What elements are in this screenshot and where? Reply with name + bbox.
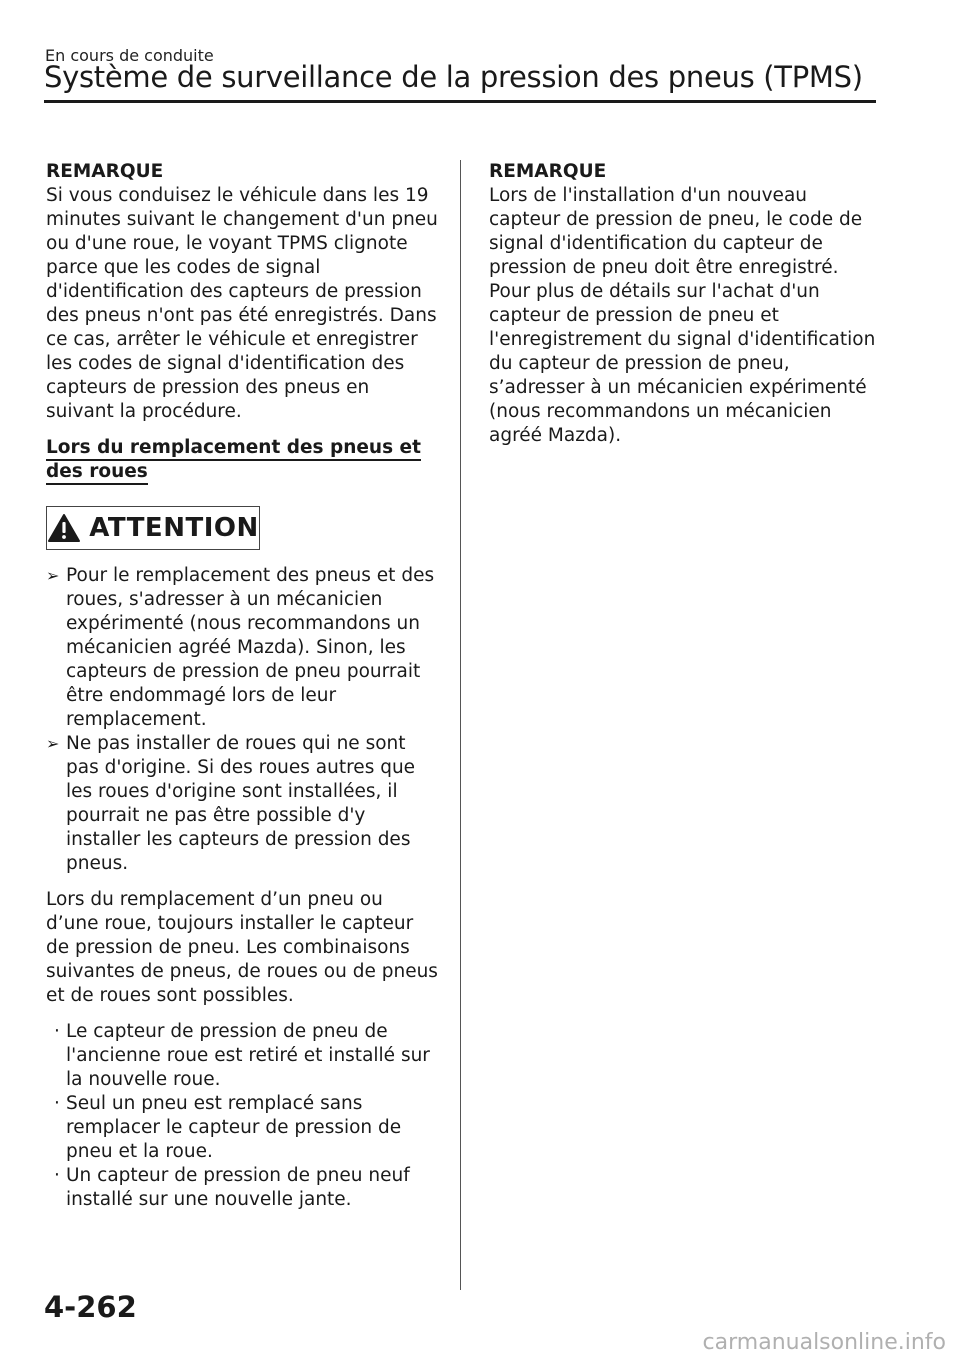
attention-list (46, 564, 441, 876)
note-text: Si vous conduisez le véhicule dans les 19 minutes suivant le changement d'un pneu ou d'une roue, le voyant TPMS clignote parce que les codes de signal d'identification des capteurs de pression des pneus n'ont pas été enregistrés. Dans ce cas, arrêter le véhicule et enregistrer les codes de signal d'identification des capteurs de pression des pneus en suivant la procédure. (46, 185, 438, 422)
arrow-bullet-icon: ➢ (46, 734, 60, 753)
list-item (46, 732, 441, 876)
dot-bullet-icon: · (54, 1165, 60, 1186)
list-item (46, 1020, 441, 1092)
list-item-text: Seul un pneu est remplacé sans remplacer le capteur de pression de pneu et la roue. (66, 1093, 402, 1162)
note-title: REMARQUE (489, 161, 607, 182)
dot-bullet-icon: · (54, 1093, 60, 1114)
list-item-text: Un capteur de pression de pneu neuf installé sur une nouvelle jante. (66, 1165, 410, 1210)
subheading: Lors du remplacement des pneus et des roues (46, 437, 421, 485)
page-title: Système de surveillance de la pression des pneus (TPMS) (44, 60, 863, 94)
arrow-bullet-icon: ➢ (46, 566, 60, 585)
page-number: 4-262 (44, 1290, 137, 1324)
warning-triangle-icon (47, 513, 81, 543)
list-item-text: Le capteur de pression de pneu de l'ancienne roue est retiré et installé sur la nouvelle roue. (66, 1021, 430, 1090)
body-paragraph: Lors du remplacement d’un pneu ou d’une roue, toujours installer le capteur de pression de pneu. Les combinaisons suivantes de pneus, de roues ou de pneus et de roues sont possibles. (46, 889, 438, 1006)
list-item (46, 1164, 441, 1212)
dot-bullet-icon: · (54, 1021, 60, 1042)
list-item-text: Pour le remplacement des pneus et des roues, s'adresser à un mécanicien expérimenté (nous recommandons un mécanicien agréé Mazda). Sinon, les capteurs de pression de pneu pourrait être endommagé lors de leur remplacement. (66, 565, 435, 730)
attention-box (46, 506, 260, 550)
note-block-left (46, 160, 441, 424)
options-list (46, 1020, 441, 1212)
section-label: En cours de conduite (45, 46, 214, 65)
left-column (46, 160, 441, 1212)
title-rule (44, 100, 876, 103)
note-block-right (489, 160, 884, 448)
subheading-block (46, 436, 441, 484)
note-text: Lors de l'installation d'un nouveau capteur de pression de pneu, le code de signal d'identification du capteur de pression de pneu doit être enregistré. Pour plus de détails sur l'achat d'un capteur de pression de pneu et l'enregistrement du signal d'identification du capteur de pression de pneu, s’adresser à un mécanicien expérimenté (nous recommandons un mécanicien agréé Mazda). (489, 185, 876, 446)
attention-label: ATTENTION (89, 513, 259, 543)
right-column (489, 160, 884, 460)
note-title: REMARQUE (46, 161, 164, 182)
list-item (46, 1092, 441, 1164)
watermark: carmanualsonline.info (702, 1330, 946, 1355)
list-item-text: Ne pas installer de roues qui ne sont pas d'origine. Si des roues autres que les roues d'origine sont installées, il pourrait ne pas être possible d'y installer les capteurs de pression des pneus. (66, 733, 416, 874)
column-divider (460, 160, 461, 1290)
list-item (46, 564, 441, 732)
